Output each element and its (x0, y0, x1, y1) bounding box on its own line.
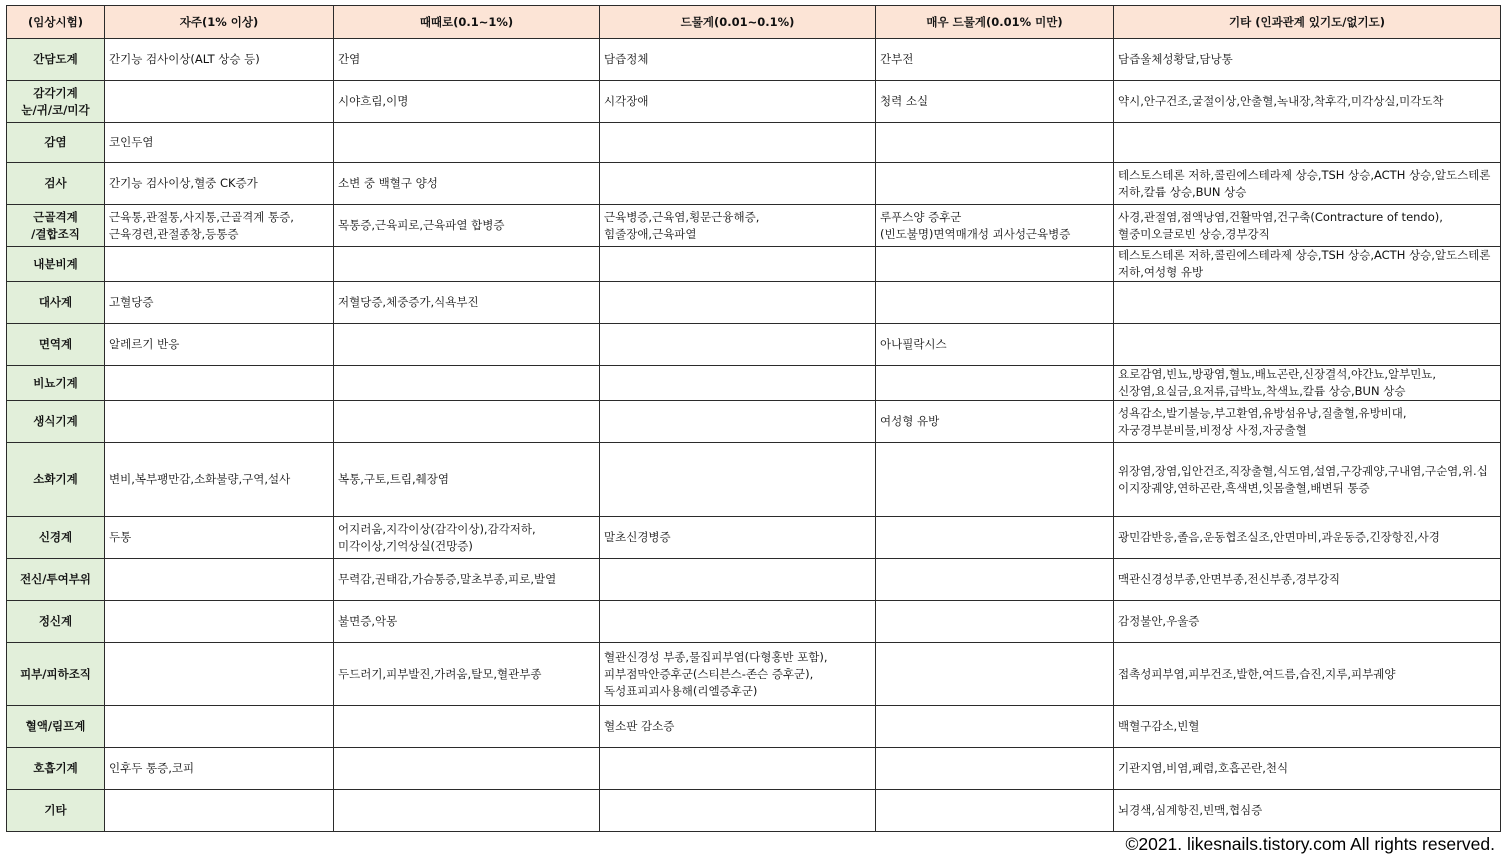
header-frequent: 자주(1% 이상) (105, 6, 334, 39)
value-cell (600, 163, 876, 205)
value-cell (105, 706, 334, 748)
table-row (7, 443, 1501, 517)
value-cell (105, 559, 334, 601)
value-cell: 고혈당증 (105, 282, 334, 324)
table-row (7, 401, 1501, 443)
header-rare: 드물게(0.01~0.1%) (600, 6, 876, 39)
value-cell (334, 401, 600, 443)
category-cell: 정신계 (7, 601, 105, 643)
value-cell (105, 601, 334, 643)
header-very-rare: 매우 드물게(0.01% 미만) (876, 6, 1114, 39)
header-row (7, 6, 1501, 39)
value-cell: 시야흐림,이명 (334, 81, 600, 123)
value-cell (600, 324, 876, 366)
value-cell (600, 559, 876, 601)
table-row (7, 706, 1501, 748)
value-cell: 뇌경색,심계항진,빈맥,협심증 (1114, 790, 1501, 832)
category-cell: 감염 (7, 123, 105, 163)
value-cell (1114, 324, 1501, 366)
value-cell: 접촉성피부염,피부건조,발한,여드름,습진,지루,피부궤양 (1114, 643, 1501, 706)
value-cell (600, 790, 876, 832)
header-clinical-trial: (임상시험) (7, 6, 105, 39)
value-cell (334, 247, 600, 282)
value-cell: 담즙울체성황달,담낭통 (1114, 39, 1501, 81)
table-row (7, 205, 1501, 247)
table-row (7, 748, 1501, 790)
value-cell: 위장염,장염,입안건조,직장출혈,식도염,설염,구강궤양,구내염,구순염,위.십이지장궤양,연하곤란,흑색변,잇몸출혈,배변뒤 통증 (1114, 443, 1501, 517)
value-cell: 혈소판 감소증 (600, 706, 876, 748)
value-cell (105, 366, 334, 401)
value-cell: 광민감반응,졸음,운동협조실조,안면마비,과운동증,긴장항진,사경 (1114, 517, 1501, 559)
value-cell: 기관지염,비염,폐렴,호흡곤란,천식 (1114, 748, 1501, 790)
table-row (7, 643, 1501, 706)
value-cell (876, 247, 1114, 282)
value-cell: 근육통,관절통,사지통,근골격계 통증, 근육경련,관절종창,등통증 (105, 205, 334, 247)
table-row (7, 517, 1501, 559)
value-cell (876, 163, 1114, 205)
copyright-footer: ©2021. likesnails.tistory.com All rights reserved. (1125, 834, 1495, 854)
table-row (7, 366, 1501, 401)
value-cell: 근육병증,근육염,횡문근융해증, 힘줄장애,근육파열 (600, 205, 876, 247)
value-cell: 변비,복부팽만감,소화불량,구역,설사 (105, 443, 334, 517)
value-cell: 코인두염 (105, 123, 334, 163)
category-cell: 피부/피하조직 (7, 643, 105, 706)
value-cell (876, 790, 1114, 832)
value-cell (1114, 123, 1501, 163)
category-cell: 소화기계 (7, 443, 105, 517)
category-cell: 비뇨기계 (7, 366, 105, 401)
header-other: 기타 (인과관계 있기도/없기도) (1114, 6, 1501, 39)
value-cell (876, 282, 1114, 324)
category-cell: 면역계 (7, 324, 105, 366)
value-cell: 불면증,악몽 (334, 601, 600, 643)
table-row (7, 123, 1501, 163)
value-cell: 테스토스테론 저하,콜린에스테라제 상승,TSH 상승,ACTH 상승,알도스테론 저하,칼륨 상승,BUN 상승 (1114, 163, 1501, 205)
value-cell (105, 790, 334, 832)
value-cell (334, 123, 600, 163)
value-cell (600, 601, 876, 643)
category-cell: 간담도계 (7, 39, 105, 81)
value-cell: 간염 (334, 39, 600, 81)
value-cell (876, 366, 1114, 401)
value-cell: 목통증,근육피로,근육파열 합병증 (334, 205, 600, 247)
value-cell (876, 706, 1114, 748)
value-cell: 저혈당증,체중증가,식욕부진 (334, 282, 600, 324)
category-cell: 기타 (7, 790, 105, 832)
value-cell: 혈관신경성 부종,물집피부염(다형홍반 포함), 피부점막안증후군(스티븐스-존슨 증후군), 독성표피괴사용해(리엘증후군) (600, 643, 876, 706)
value-cell: 테스토스테론 저하,콜린에스테라제 상승,TSH 상승,ACTH 상승,알도스테론 저하,여성형 유방 (1114, 247, 1501, 282)
category-cell: 감각기계 눈/귀/코/미각 (7, 81, 105, 123)
category-cell: 신경계 (7, 517, 105, 559)
value-cell: 간기능 검사이상(ALT 상승 등) (105, 39, 334, 81)
table-row (7, 601, 1501, 643)
value-cell (876, 443, 1114, 517)
value-cell: 말초신경병증 (600, 517, 876, 559)
value-cell (334, 748, 600, 790)
category-cell: 내분비계 (7, 247, 105, 282)
value-cell: 두드러기,피부발진,가려움,탈모,혈관부종 (334, 643, 600, 706)
value-cell (600, 123, 876, 163)
value-cell: 알레르기 반응 (105, 324, 334, 366)
value-cell (600, 247, 876, 282)
table-row (7, 559, 1501, 601)
value-cell (105, 81, 334, 123)
value-cell (105, 401, 334, 443)
value-cell (876, 559, 1114, 601)
side-effects-table (6, 5, 1501, 832)
value-cell: 복통,구토,트림,췌장염 (334, 443, 600, 517)
value-cell (600, 401, 876, 443)
value-cell: 어지러움,지각이상(감각이상),감각저하, 미각이상,기억상실(건망증) (334, 517, 600, 559)
value-cell: 무력감,권태감,가슴통증,말초부종,피로,발열 (334, 559, 600, 601)
header-occasional: 때때로(0.1~1%) (334, 6, 600, 39)
value-cell (600, 748, 876, 790)
value-cell (105, 643, 334, 706)
value-cell (334, 706, 600, 748)
table-row (7, 282, 1501, 324)
value-cell (1114, 282, 1501, 324)
value-cell (600, 282, 876, 324)
value-cell: 인후두 통증,코피 (105, 748, 334, 790)
value-cell (876, 748, 1114, 790)
value-cell (876, 123, 1114, 163)
value-cell: 간기능 검사이상,혈중 CK증가 (105, 163, 334, 205)
value-cell: 루푸스양 증후군 (빈도불명)면역매개성 괴사성근육병증 (876, 205, 1114, 247)
value-cell: 백혈구감소,빈혈 (1114, 706, 1501, 748)
value-cell: 간부전 (876, 39, 1114, 81)
value-cell: 청력 소실 (876, 81, 1114, 123)
value-cell (334, 324, 600, 366)
value-cell (876, 601, 1114, 643)
category-cell: 전신/투여부위 (7, 559, 105, 601)
value-cell (876, 517, 1114, 559)
value-cell: 두통 (105, 517, 334, 559)
value-cell: 아나필락시스 (876, 324, 1114, 366)
value-cell: 소변 중 백혈구 양성 (334, 163, 600, 205)
value-cell (334, 366, 600, 401)
category-cell: 근골격계 /결합조직 (7, 205, 105, 247)
table-row (7, 324, 1501, 366)
value-cell (600, 443, 876, 517)
value-cell: 약시,안구건조,굴절이상,안출혈,녹내장,착후각,미각상실,미각도착 (1114, 81, 1501, 123)
value-cell: 요로감염,빈뇨,방광염,혈뇨,배뇨곤란,신장결석,야간뇨,알부민뇨, 신장염,요실금,요저류,급박뇨,착색뇨,칼륨 상승,BUN 상승 (1114, 366, 1501, 401)
value-cell: 시각장애 (600, 81, 876, 123)
value-cell: 맥관신경성부종,안면부종,전신부종,경부강직 (1114, 559, 1501, 601)
value-cell (105, 247, 334, 282)
table-row (7, 163, 1501, 205)
category-cell: 검사 (7, 163, 105, 205)
value-cell: 여성형 유방 (876, 401, 1114, 443)
table-row (7, 39, 1501, 81)
value-cell: 감정불안,우울증 (1114, 601, 1501, 643)
value-cell (334, 790, 600, 832)
value-cell (876, 643, 1114, 706)
value-cell: 담즙정체 (600, 39, 876, 81)
category-cell: 대사계 (7, 282, 105, 324)
category-cell: 생식기계 (7, 401, 105, 443)
value-cell: 성욕감소,발기불능,부고환염,유방섬유낭,질출혈,유방비대, 자궁경부분비물,비정상 사정,자궁출혈 (1114, 401, 1501, 443)
table-row (7, 790, 1501, 832)
value-cell (600, 366, 876, 401)
value-cell: 사경,관절염,점액낭염,건활막염,건구축(Contracture of tendo), 혈중미오글로빈 상승,경부강직 (1114, 205, 1501, 247)
category-cell: 호흡기계 (7, 748, 105, 790)
table-row (7, 247, 1501, 282)
category-cell: 혈액/림프계 (7, 706, 105, 748)
table-row (7, 81, 1501, 123)
